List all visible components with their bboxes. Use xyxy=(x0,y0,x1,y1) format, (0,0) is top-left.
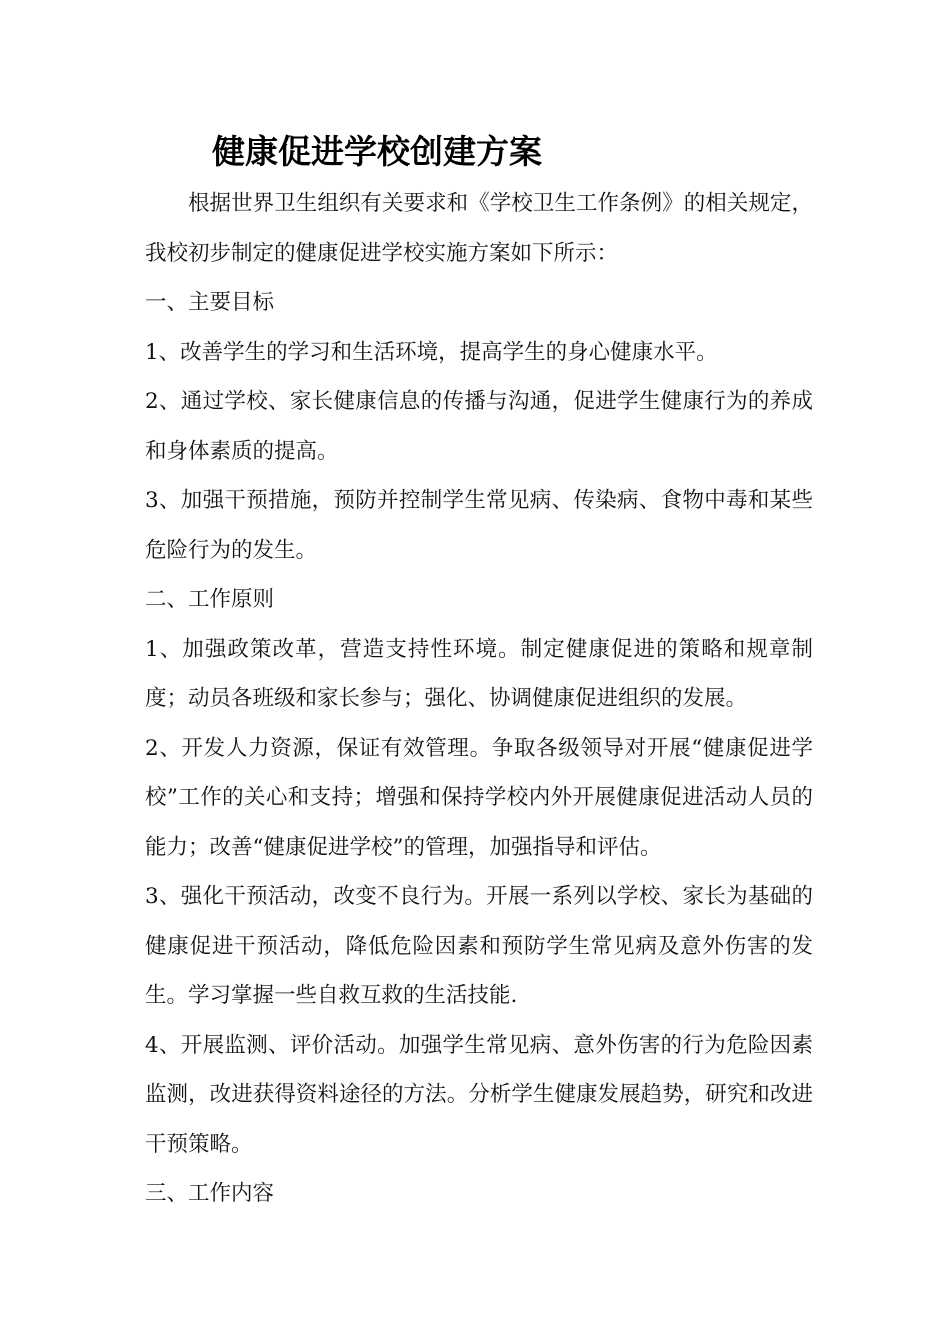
section-heading-principles: 二、工作原则 xyxy=(145,587,275,612)
principle-item-4: 4、开展监测、评价活动。加强学生常见病、意外伤害的行为危险因素监测，改进获得资料途径的方法。分析学生健康发展趋势，研究和改进干预策略。 xyxy=(145,1032,813,1157)
goal-item-3: 3、加强干预措施，预防并控制学生常见病、传染病、食物中毒和某些危险行为的发生。 xyxy=(145,488,813,563)
principle-item-3: 3、强化干预活动，改变不良行为。开展一系列以学校、家长为基础的健康促进干预活动，降低危险因素和预防学生常见病及意外伤害的发生。学习掌握一些自救互救的生活技能. xyxy=(145,884,813,1008)
principle-item-1: 1、加强政策改革，营造支持性环境。制定健康促进的策略和规章制度；动员各班级和家长参与；强化、协调健康促进组织的发展。 xyxy=(145,636,813,711)
goal-item-2: 2、通过学校、家长健康信息的传播与沟通，促进学生健康行为的养成和身体素质的提高。 xyxy=(145,389,813,464)
document-title: 健康促进学校创建方案 xyxy=(212,132,542,171)
principle-item-2: 2、开发人力资源，保证有效管理。争取各级领导对开展“健康促进学校”工作的关心和支持；增强和保持学校内外开展健康促进活动人员的能力；改善“健康促进学校”的管理，加强指导和评估。 xyxy=(145,735,813,860)
goal-item-1: 1、改善学生的学习和生活环境，提高学生的身心健康水平。 xyxy=(145,339,718,365)
section-heading-goals: 一、主要目标 xyxy=(145,290,275,315)
intro-paragraph: 根据世界卫生组织有关要求和《学校卫生工作条例》的相关规定，我校初步制定的健康促进学校实施方案如下所示： xyxy=(145,191,813,266)
document-body xyxy=(145,179,813,1219)
section-heading-content: 三、工作内容 xyxy=(145,1181,275,1206)
